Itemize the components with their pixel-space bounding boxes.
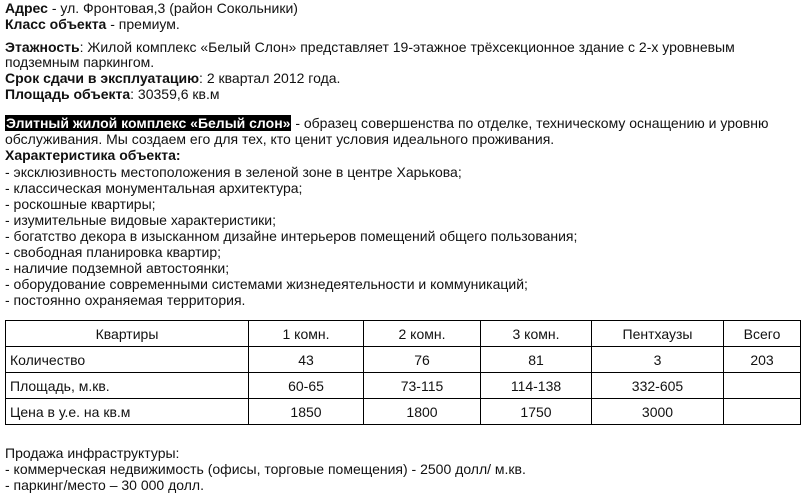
table-cell: 3000 (592, 399, 724, 425)
table-cell: 76 (364, 347, 481, 373)
intro-line (5, 115, 768, 131)
list-item: - эксклюзивность местоположения в зеленой зоне в центре Харькова; (5, 164, 462, 180)
table-cell: Площадь, м.кв. (6, 373, 249, 399)
table-cell: Количество (6, 347, 249, 373)
commissioning-line (5, 70, 340, 86)
list-item: - коммерческая недвижимость (офисы, торговые помещения) - 2500 долл/ м.кв. (5, 461, 526, 477)
table-cell: Цена в у.е. на кв.м (6, 399, 249, 425)
object-class-value: - премиум. (106, 16, 180, 32)
list-item: - изумительные видовые характеристики; (5, 212, 277, 228)
table-cell: 1800 (364, 399, 481, 425)
column-header: Пентхаузы (592, 321, 724, 347)
table-cell (724, 373, 801, 399)
list-item: - свободная планировка квартир; (5, 244, 222, 260)
table-row (6, 347, 801, 373)
intro-text: - образец совершенства по отделке, техническому оснащению и уровню (291, 115, 769, 131)
infrastructure-heading: Продажа инфраструктуры: (5, 445, 180, 461)
column-header: Всего (724, 321, 801, 347)
commissioning-value: : 2 квартал 2012 года. (199, 70, 341, 86)
commissioning-label: Срок сдачи в эксплуатацию (5, 70, 200, 86)
table-cell: 43 (249, 347, 364, 373)
object-class-label: Класс объекта (5, 16, 107, 32)
intro-highlight: Элитный жилой комплекс «Белый слон» (6, 115, 291, 131)
list-item: - классическая монументальная архитектура; (5, 180, 303, 196)
list-item: - постоянно охраняемая территория. (5, 292, 246, 308)
apartments-table (5, 320, 801, 425)
column-header: 1 комн. (249, 321, 364, 347)
table-cell (724, 399, 801, 425)
table-row (6, 399, 801, 425)
list-item: - оборудование современными системами жизнедеятельности и коммуникаций; (5, 276, 528, 292)
floors-line-2: подземным паркингом. (5, 54, 155, 70)
list-item: - роскошные квартиры; (5, 196, 156, 212)
intro-line-2: обслуживания. Мы создаем его для тех, кто ценит условия идеального проживания. (5, 131, 555, 147)
table-cell: 73-115 (364, 373, 481, 399)
object-class-line (5, 16, 180, 32)
column-header: 2 комн. (364, 321, 481, 347)
list-item: - паркинг/место – 30 000 долл. (5, 477, 204, 493)
column-header: Квартиры (6, 321, 249, 347)
area-label: Площадь объекта (5, 86, 131, 102)
floors-line (5, 39, 735, 55)
address-label: Адрес (5, 0, 48, 16)
list-item: - наличие подземной автостоянки; (5, 260, 230, 276)
table-cell: 203 (724, 347, 801, 373)
column-header: 3 комн. (481, 321, 592, 347)
area-value: : 30359,6 кв.м (130, 86, 220, 102)
floors-label: Этажность (5, 39, 80, 55)
characteristics-heading: Характеристика объекта: (5, 147, 181, 163)
table-cell: 1850 (249, 399, 364, 425)
table-header-row (6, 321, 801, 347)
floors-value: : Жилой комплекс «Белый Слон» представляет 19-этажное трёхсекционное здание с 2-х уровневым (79, 39, 735, 55)
table-row (6, 373, 801, 399)
list-item: - богатство декора в изысканном дизайне интерьеров помещений общего пользования; (5, 228, 578, 244)
table-cell: 114-138 (481, 373, 592, 399)
table-cell: 332-605 (592, 373, 724, 399)
table-cell: 1750 (481, 399, 592, 425)
table-cell: 81 (481, 347, 592, 373)
table-cell: 60-65 (249, 373, 364, 399)
area-line (5, 86, 220, 102)
address-value: - ул. Фронтовая,3 (район Сокольники) (47, 0, 298, 16)
address-line (5, 0, 298, 16)
table-cell: 3 (592, 347, 724, 373)
